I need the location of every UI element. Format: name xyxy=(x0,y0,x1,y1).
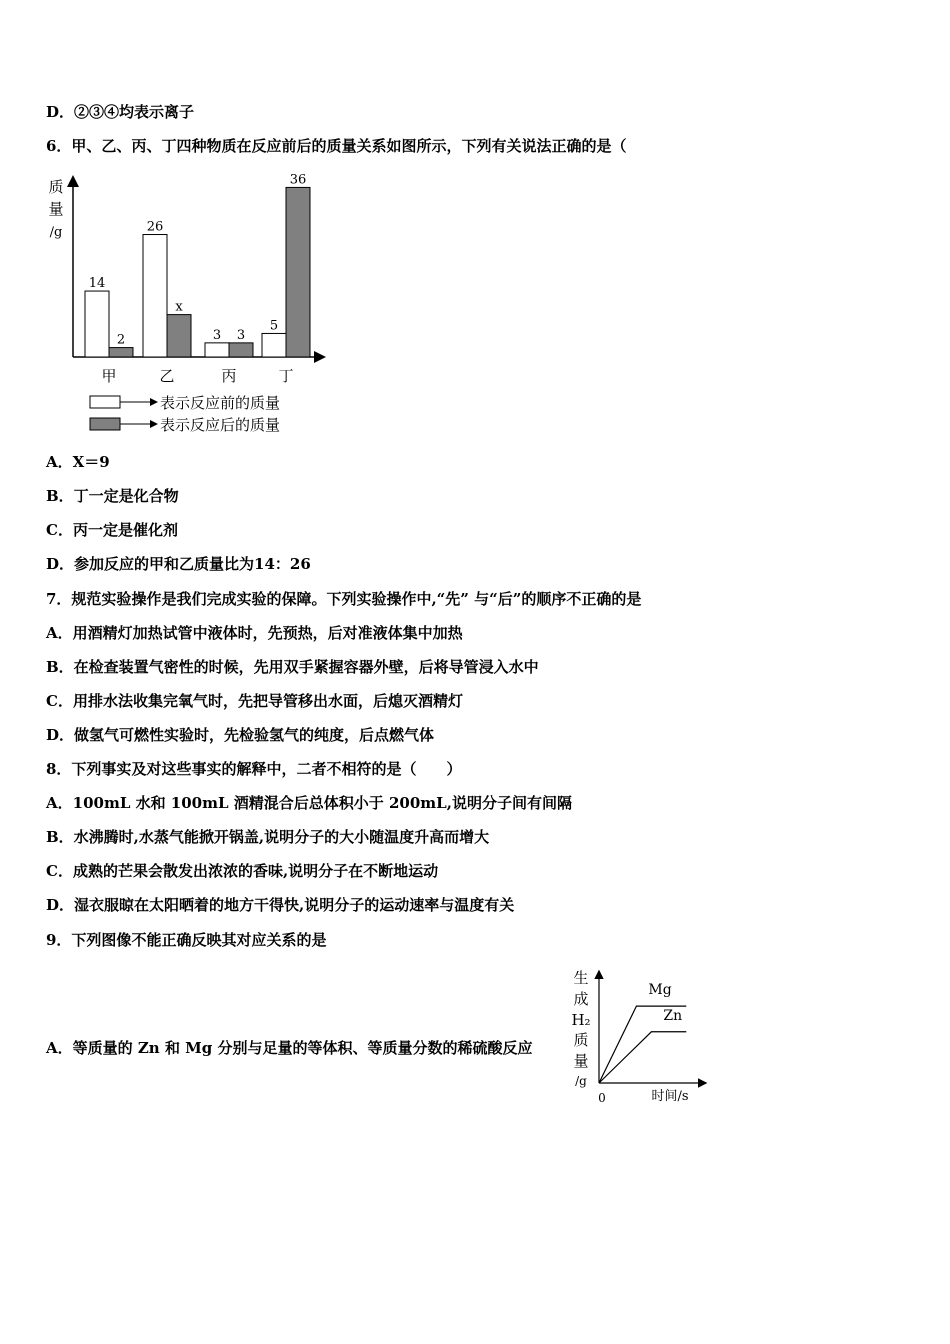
q8-option-a: A．100mL 水和 100mL 酒精混合后总体积小于 200mL,说明分子间有间隔 xyxy=(46,794,572,812)
q7-stem: 7．规范实验操作是我们完成实验的保障。下列实验操作中,“先” 与“后”的顺序不正确的是 xyxy=(46,590,642,608)
bar-before xyxy=(262,333,286,357)
series-label-zn: Zn xyxy=(663,1007,683,1024)
q8-option-d: D．湿衣服晾在太阳晒着的地方干得快,说明分子的运动速率与温度有关 xyxy=(46,896,515,914)
q7-option-d: D．做氢气可燃性实验时，先检验氢气的纯度，后点燃气体 xyxy=(46,726,435,744)
q5-option-d: D．②③④均表示离子 xyxy=(46,103,195,121)
q8-option-c: C．成熟的芒果会散发出浓浓的香味,说明分子在不断地运动 xyxy=(46,862,439,880)
bar-value-label: x xyxy=(175,299,183,315)
y-axis-label-char: 质 xyxy=(573,1031,589,1049)
legend-label-after: 表示反应后的质量 xyxy=(160,416,281,434)
series-label-mg: Mg xyxy=(648,982,672,999)
y-axis-label-char: 量 xyxy=(48,200,64,218)
bar-value-label: 2 xyxy=(116,332,126,348)
bar-after xyxy=(109,348,133,357)
category-label: 乙 xyxy=(159,367,175,385)
bar-before xyxy=(205,343,229,357)
x-axis-label: 时间/s xyxy=(651,1089,689,1104)
q8-option-b: B．水沸腾时,水蒸气能掀开锅盖,说明分子的大小随温度升高而增大 xyxy=(46,828,490,846)
mass-bar-chart xyxy=(40,166,340,438)
h2-mass-line-chart xyxy=(565,966,715,1106)
bar-before xyxy=(143,235,167,357)
q7-option-c: C．用排水法收集完氧气时，先把导管移出水面，后熄灭酒精灯 xyxy=(46,692,463,710)
y-axis-label-char: 成 xyxy=(573,990,589,1008)
category-label: 丙 xyxy=(221,367,237,385)
y-axis-label-char: 生 xyxy=(573,969,589,987)
y-axis-label-char: /g xyxy=(575,1074,587,1088)
bar-after xyxy=(229,343,253,357)
bar-value-label: 5 xyxy=(269,318,279,334)
y-axis-label-char: 质 xyxy=(48,178,64,196)
origin-label: 0 xyxy=(598,1091,606,1105)
q7-option-b: B．在检查装置气密性的时候，先用双手紧握容器外壁，后将导管浸入水中 xyxy=(46,658,539,676)
y-axis-label-char: /g xyxy=(49,225,63,240)
bar-value-label: 14 xyxy=(88,276,106,292)
q7-option-a: A．用酒精灯加热试管中液体时，先预热，后对准液体集中加热 xyxy=(46,624,463,642)
q6-option-d: D．参加反应的甲和乙质量比为14：26 xyxy=(46,555,311,573)
bar-value-label: 36 xyxy=(289,172,307,188)
q6-option-c: C．丙一定是催化剂 xyxy=(46,521,178,539)
bar-value-label: 26 xyxy=(146,219,164,235)
legend-swatch-after xyxy=(90,418,120,430)
y-axis-label-char: 量 xyxy=(573,1052,589,1070)
category-label: 甲 xyxy=(101,367,117,385)
q9-option-a: A．等质量的 Zn 和 Mg 分别与足量的等体积、等质量分数的稀硫酸反应 xyxy=(46,1039,533,1057)
bar-after xyxy=(286,187,310,357)
bar-before xyxy=(85,291,109,357)
bar-value-label: 3 xyxy=(212,327,222,343)
bar-after xyxy=(167,315,191,357)
bar-value-label: 3 xyxy=(236,327,246,343)
q8-stem: 8．下列事实及对这些事实的解释中，二者不相符的是（ ） xyxy=(46,760,462,778)
q9-stem: 9．下列图像不能正确反映其对应关系的是 xyxy=(46,931,327,949)
category-label: 丁 xyxy=(278,367,294,385)
chart-legend xyxy=(90,394,280,434)
legend-swatch-before xyxy=(90,396,120,408)
q6-option-b: B．丁一定是化合物 xyxy=(46,487,179,505)
q6-option-a: A．X＝9 xyxy=(46,453,110,471)
q6-stem: 6．甲、乙、丙、丁四种物质在反应前后的质量关系如图所示，下列有关说法正确的是（ xyxy=(46,137,627,155)
legend-label-before: 表示反应前的质量 xyxy=(160,394,281,412)
y-axis-label-char: H₂ xyxy=(571,1011,591,1029)
